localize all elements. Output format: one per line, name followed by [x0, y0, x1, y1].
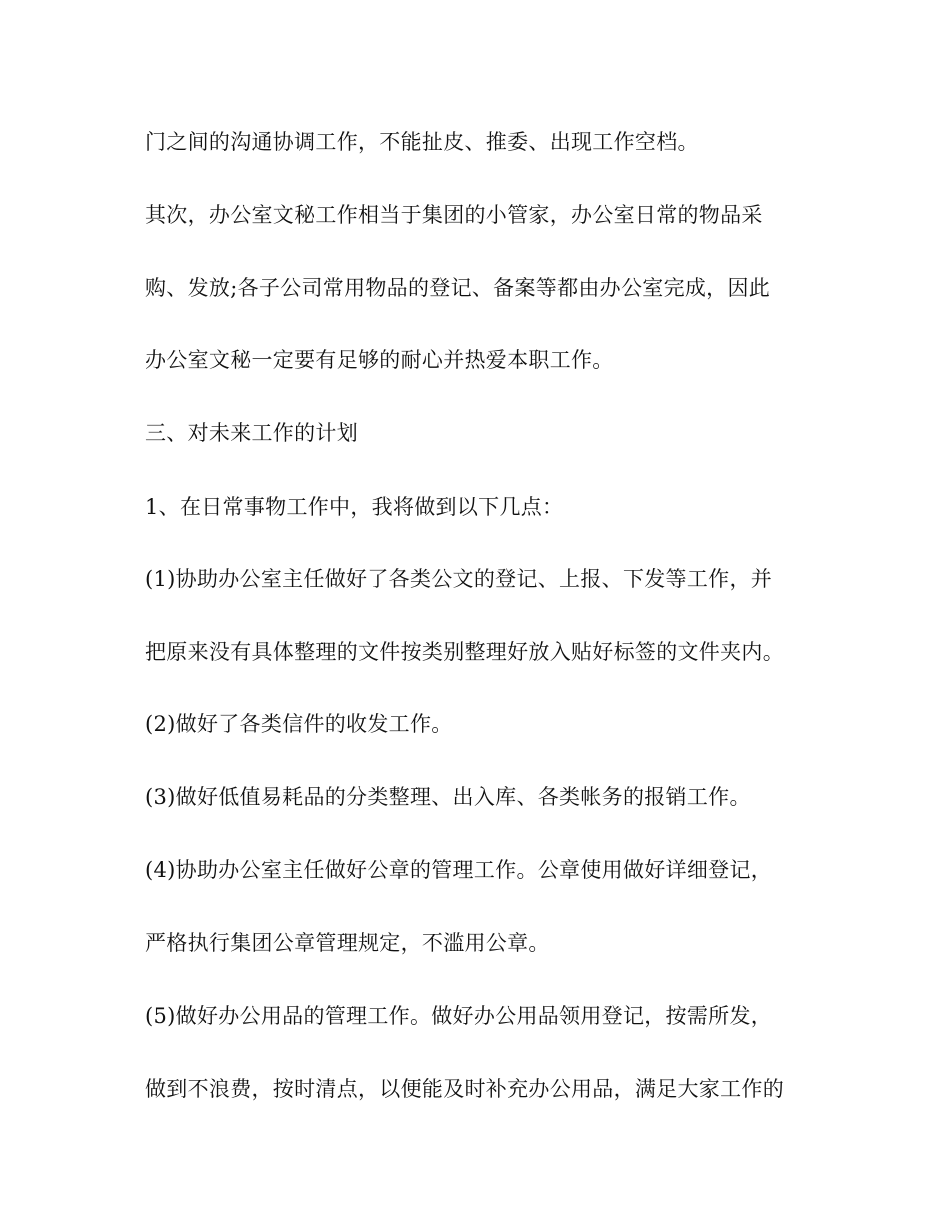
text-line: 把原来没有具体整理的文件按类别整理好放入贴好标签的文件夹内。: [145, 640, 784, 664]
list-item: (5)做好办公用品的管理工作。做好办公用品领用登记，按需所发，: [145, 1004, 773, 1028]
text-line: 购、发放;各子公司常用物品的登记、备案等都由办公室完成，因此: [145, 276, 771, 300]
list-item: (4)协助办公室主任做好公章的管理工作。公章使用做好详细登记，: [145, 858, 773, 882]
text-line: 做到不浪费，按时清点，以便能及时补充办公用品，满足大家工作的: [145, 1077, 784, 1101]
list-item: (1)协助办公室主任做好了各类公文的登记、上报、下发等工作，并: [145, 567, 773, 591]
section-heading: 三、对未来工作的计划: [145, 421, 358, 445]
list-item: (3)做好低值易耗品的分类整理、出入库、各类帐务的报销工作。: [145, 785, 751, 809]
text-line: 办公室文秘一定要有足够的耐心并热爱本职工作。: [145, 348, 614, 372]
list-item: (2)做好了各类信件的收发工作。: [145, 712, 453, 736]
text-line: 严格执行集团公章管理规定，不滥用公章。: [145, 931, 550, 955]
text-line: 1、在日常事物工作中，我将做到以下几点：: [145, 495, 564, 519]
text-line: 其次，办公室文秘工作相当于集团的小管家，办公室日常的物品采: [145, 203, 763, 227]
text-line: 门之间的沟通协调工作，不能扯皮、推委、出现工作空档。: [145, 130, 699, 154]
